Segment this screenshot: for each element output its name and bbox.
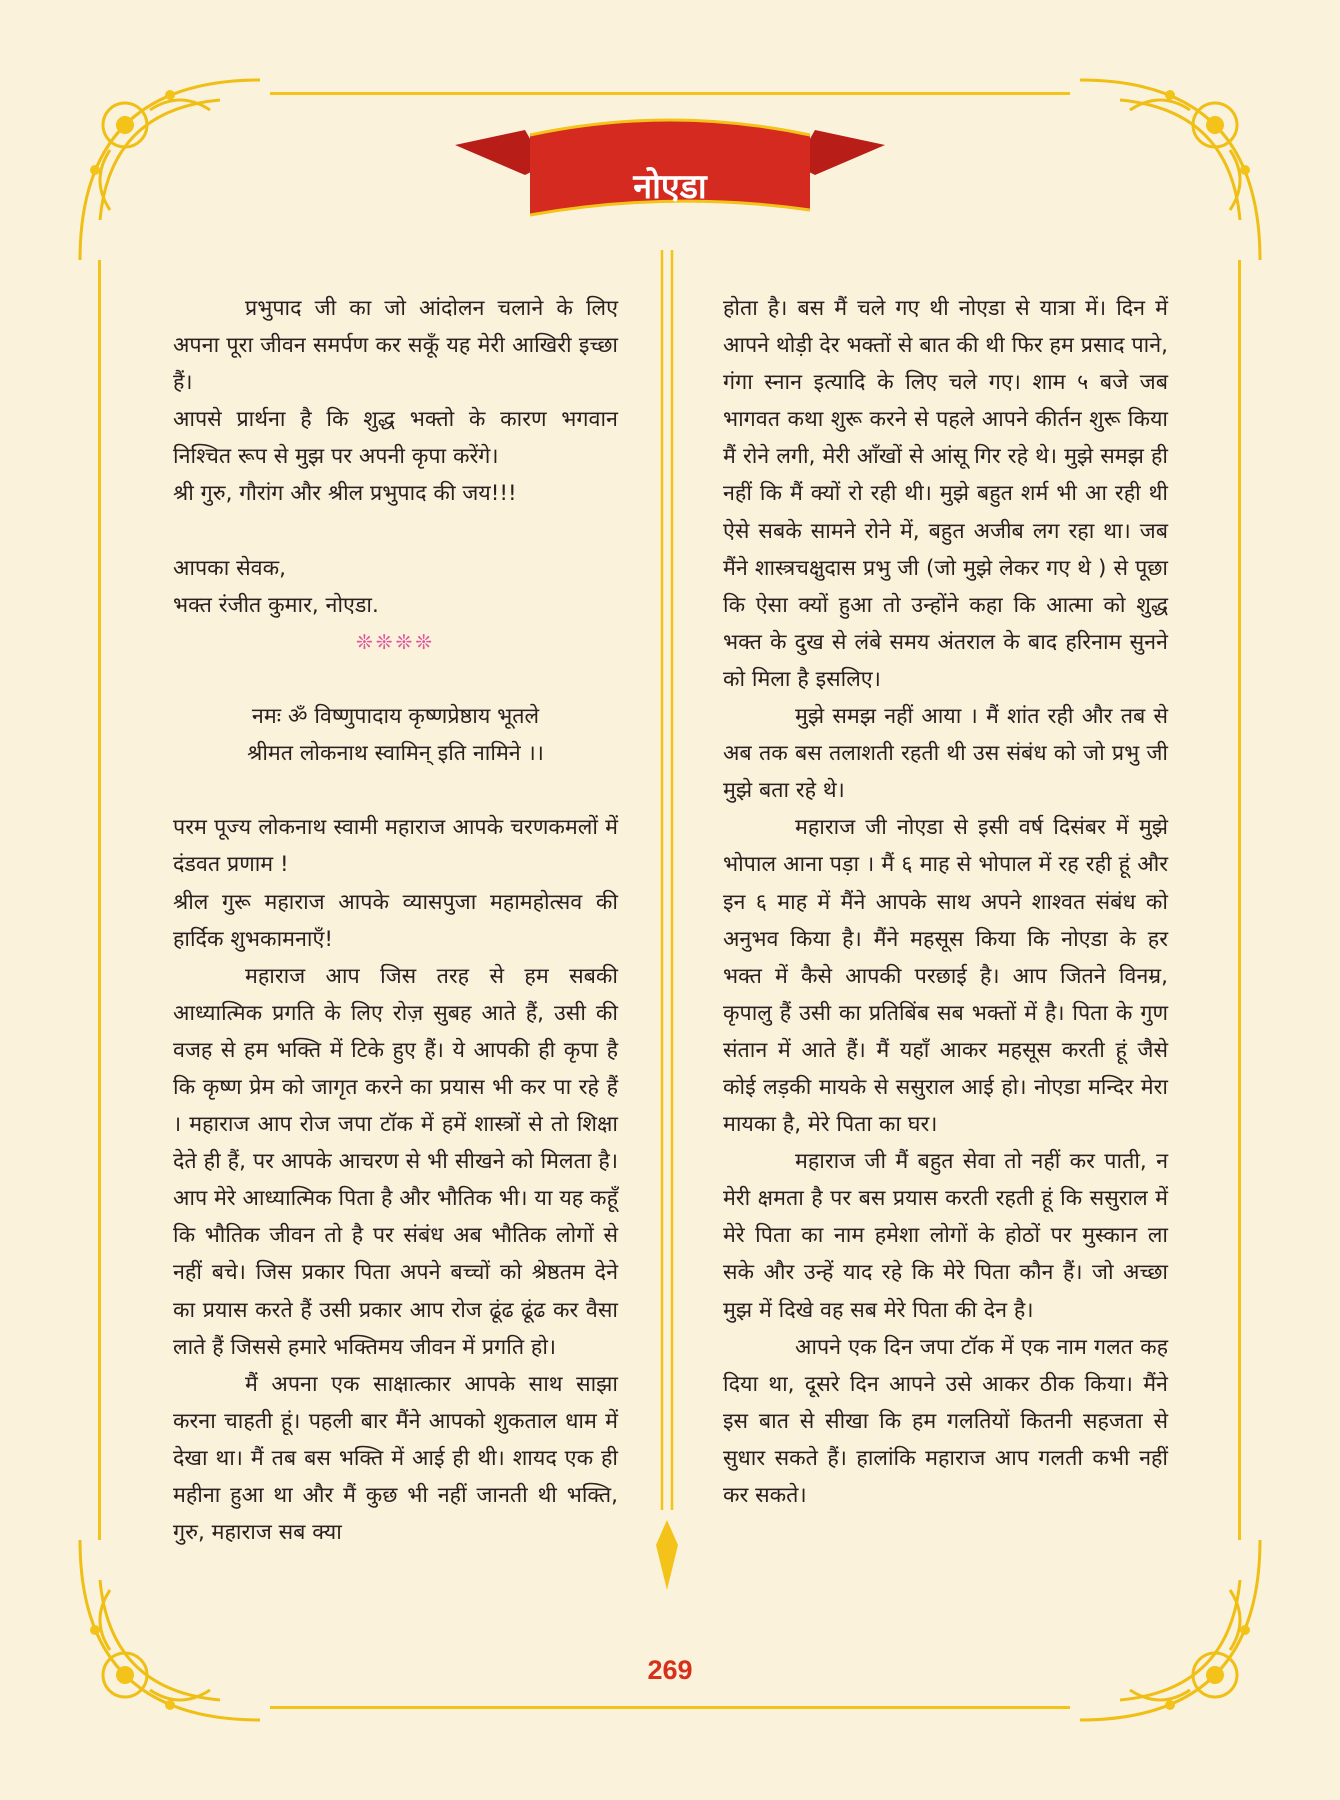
- page-number: 269: [647, 1655, 693, 1685]
- frame-bottom-line: [270, 1706, 1070, 1709]
- paragraph: मैं अपना एक साक्षात्कार आपके साथ साझा करना चाहती हूं। पहली बार मैंने आपको शुकताल धाम में देखा था। मैं तब बस भक्ति में आई ही थी। शायद एक ही महीना हुआ था और मैं कुछ भी नहीं जानती थी भक्ति, गुरु, महाराज सब क्या: [173, 1371, 618, 1546]
- paragraph: होता है। बस मैं चले गए थी नोएडा से यात्रा में। दिन में आपने थोड़ी देर भक्तों से बात की थी फिर हम प्रसाद पाने, गंगा स्नान इत्यादि के लिए चले गए। शाम ५ बजे जब भागवत कथा शुरू करने से पहले आपने कीर्तन शुरू किया मैं रोने लगी, मेरी आँखों से आंसू गिर रहे थे। मुझे समझ ही नहीं कि मैं क्यों रो रही थी। मुझे बहुत शर्म भी आ रही थी ऐसे सबके सामने रोने में, बहुत अजीब लग रहा था। जब मैंने शास्त्रचक्षुदास प्रभु जी (जो मुझे लेकर गए थे ) से पूछा कि ऐसा क्यों हुआ तो उन्होंने कहा कि आत्मा को शुद्ध भक्त के दुख से लंबे समय अंतराल के बाद हरिनाम सुनने को मिला है इसलिए।: [723, 296, 1168, 692]
- paragraph: परम पूज्य लोकनाथ स्वामी महाराज आपके चरणकमलों में दंडवत प्रणाम !: [173, 815, 618, 878]
- spacer: [173, 772, 618, 809]
- paragraph: श्री गुरु, गौरांग और श्रील प्रभुपाद की जय!!!: [173, 481, 517, 507]
- left-column: [173, 290, 618, 1551]
- paragraph: भक्त रंजीत कुमार, नोएडा.: [173, 592, 379, 618]
- corner-ornament-top-right: [1070, 70, 1270, 270]
- paragraph: महाराज जी नोएडा से इसी वर्ष दिसंबर में मुझे भोपाल आना पड़ा । मैं ६ माह से भोपाल में रह रही हूं और इन ६ माह में मैंने आपके साथ अपने शाश्वत संबंध को अनुभव किया है। मैंने महसूस किया कि नोएडा के हर भक्त में कैसे आपकी परछाई है। आप जितने विनम्र, कृपालु हैं उसी का प्रतिबिंब सब भक्तों में है। पिता के गुण संतान में आते हैं। मैं यहाँ आकर महसूस करती हूं जैसे कोई लड़की मायके से ससुराल आई हो। नोएडा मन्दिर मेरा मायका है, मेरे पिता का घर।: [723, 815, 1168, 1138]
- frame-left-line: [98, 260, 101, 1540]
- spacer: [173, 513, 618, 550]
- mantra-line: नमः ॐ विष्णुपादाय कृष्णप्रेष्ठाय भूतले: [251, 704, 540, 730]
- spacer: [173, 661, 618, 698]
- page-title: नोएडा: [633, 167, 707, 207]
- column-divider: [652, 250, 682, 1610]
- right-column: [723, 290, 1168, 1514]
- mantra-line: श्रीमत लोकनाथ स्वामिन् इति नामिने ।।: [247, 741, 544, 767]
- paragraph: महाराज आप जिस तरह से हम सबकी आध्यात्मिक प्रगति के लिए रोज़ सुबह आते हैं, उसी की वजह से हम भक्ति में टिके हुए हैं। ये आपकी ही कृपा है कि कृष्ण प्रेम को जागृत करने का प्रयास भी कर पा रहे हैं । महाराज आप रोज जपा टॉक में हमें शास्त्रों से तो शिक्षा देते ही हैं, पर आपके आचरण से भी सीखने को मिलता है। आप मेरे आध्यात्मिक पिता है और भौतिक भी। या यह कहूँ कि भौतिक जीवन तो है पर संबंध अब भौतिक लोगों से नहीं बचे। जिस प्रकार पिता अपने बच्चों को श्रेष्ठतम देने का प्रयास करते हैं उसी प्रकार आप रोज ढूंढ ढूंढ कर वैसा लाते हैं जिससे हमारे भक्तिमय जीवन में प्रगति हो।: [173, 963, 618, 1360]
- frame-top-line: [270, 92, 1070, 95]
- paragraph: महाराज जी मैं बहुत सेवा तो नहीं कर पाती, न मेरी क्षमता है पर बस प्रयास करती रहती हूं कि ससुराल में मेरे पिता का नाम हमेशा लोगों के होठों पर मुस्कान ला सके और उन्हें याद रहे कि मेरे पिता कौन हैं। जो अच्छा मुझ में दिखे वह सब मेरे पिता की देन है।: [723, 1149, 1168, 1323]
- separator-stars: ❊❊❊❊: [355, 629, 436, 654]
- corner-ornament-bottom-left: [70, 1530, 270, 1730]
- paragraph: आपने एक दिन जपा टॉक में एक नाम गलत कह दिया था, दूसरे दिन आपने उसे आकर ठीक किया। मैंने इस बात से सीखा कि हम गलतियों कितनी सहजता से सुधार सकते हैं। हालांकि महाराज आप गलती कभी नहीं कर सकते।: [723, 1334, 1168, 1508]
- paragraph: मुझे समझ नहीं आया । मैं शांत रही और तब से अब तक बस तलाशती रहती थी उस संबंध को जो प्रभु जी मुझे बता रहे थे।: [723, 704, 1168, 804]
- corner-ornament-top-left: [70, 70, 270, 270]
- paragraph: प्रभुपाद जी का जो आंदोलन चलाने के लिए अपना पूरा जीवन समर्पण कर सकूँ यह मेरी आखिरी इच्छा हैं।: [173, 296, 618, 396]
- paragraph: आपसे प्रार्थना है कि शुद्ध भक्तो के कारण भगवान निश्चित रूप से मुझ पर अपनी कृपा करेंगे।: [173, 407, 618, 470]
- paragraph: आपका सेवक,: [173, 555, 286, 581]
- frame-right-line: [1238, 260, 1241, 1540]
- corner-ornament-bottom-right: [1070, 1530, 1270, 1730]
- paragraph: श्रील गुरू महाराज आपके व्यासपुजा महामहोत्सव की हार्दिक शुभकामनाएँ!: [173, 889, 618, 952]
